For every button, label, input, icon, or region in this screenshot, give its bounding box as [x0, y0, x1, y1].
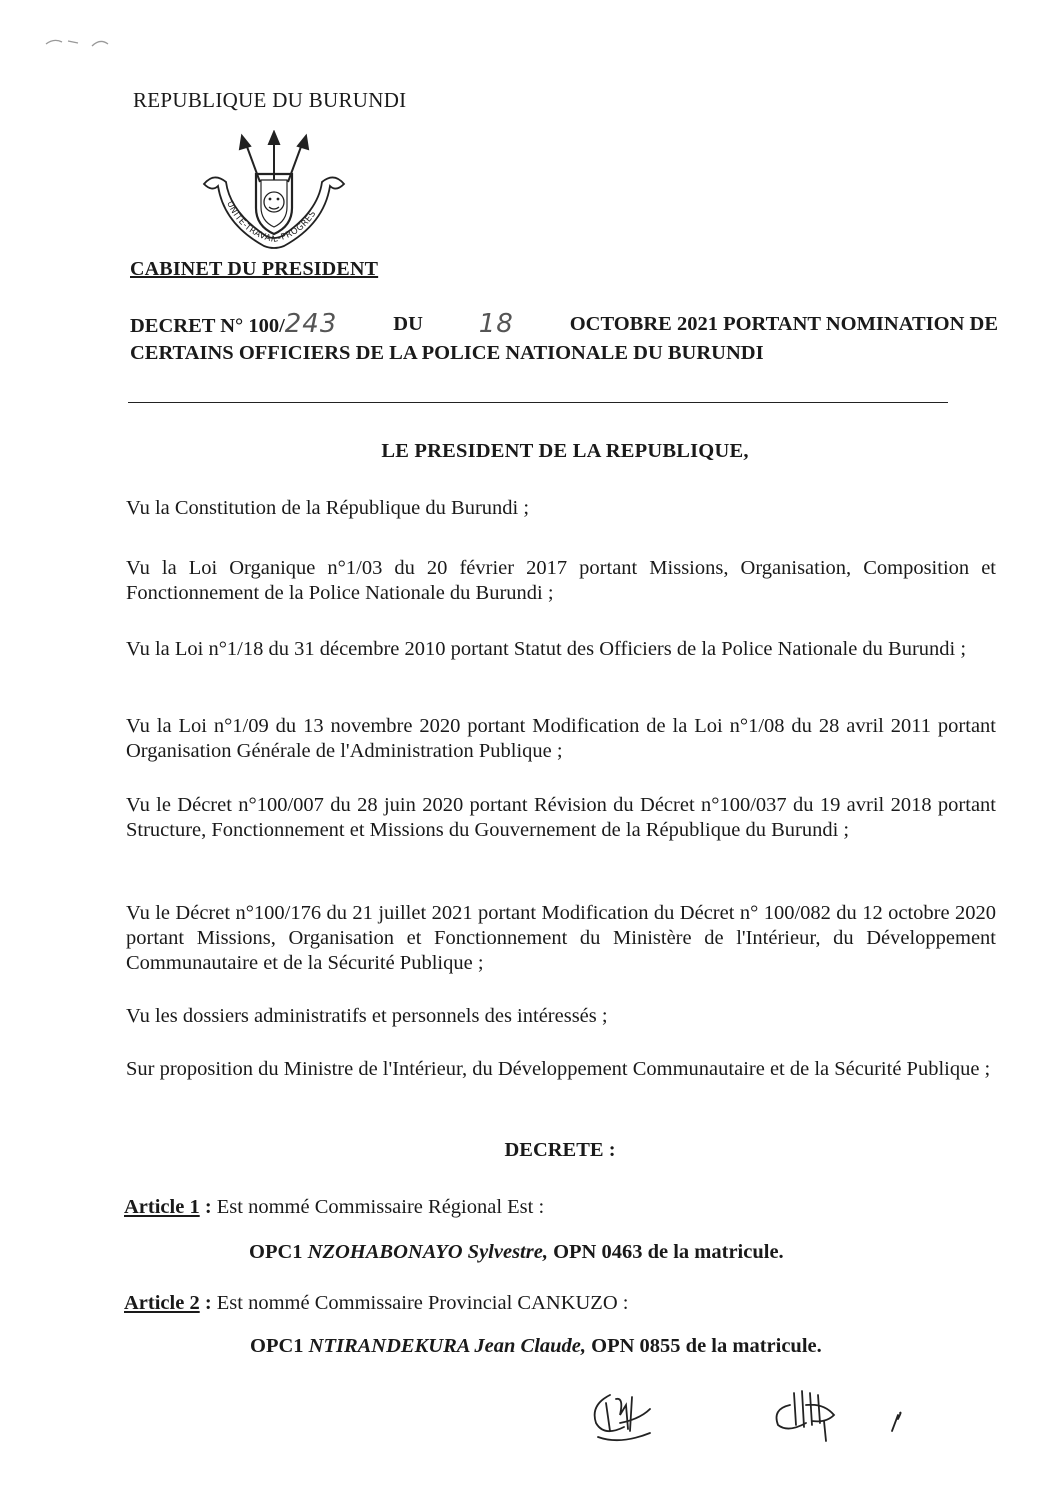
article-1-name: NZOHABONAYO Sylvestre,	[307, 1241, 548, 1263]
title-rest-line1: OCTOBRE 2021 PORTANT NOMINATION DE	[569, 313, 998, 335]
decrete-heading: DECRETE :	[504, 1139, 616, 1161]
article-1-rank: OPC1	[249, 1241, 303, 1263]
article-1: Article 1 : Est nommé Commissaire Régional Est :	[124, 1196, 545, 1218]
consideration-3: Vu la Loi n°1/18 du 31 décembre 2010 portant Statut des Officiers de la Police Nationale du Burundi ;	[126, 638, 967, 660]
decree-title	[130, 311, 998, 367]
motto-text: UNITE-TRAVAIL-PROGRES	[224, 199, 319, 246]
cabinet-heading: CABINET DU PRESIDENT	[130, 258, 379, 280]
handwritten-day: 18	[478, 309, 514, 339]
title-line2: CERTAINS OFFICIERS DE LA POLICE NATIONALE DU BURUNDI	[130, 342, 764, 364]
article-2-name: NTIRANDEKURA Jean Claude,	[308, 1335, 587, 1357]
article-1-text: Est nommé Commissaire Régional Est :	[211, 1196, 545, 1218]
article-2: Article 2 : Est nommé Commissaire Provincial CANKUZO :	[124, 1292, 629, 1314]
handwritten-decree-number: 243	[284, 309, 338, 339]
consideration-5: Vu le Décret n°100/007 du 28 juin 2020 portant Révision du Décret n°100/037 du 19 avril 2018 portant Structure, Fonctionnement et Missions du Gouvernement de la République du Burundi ;	[126, 794, 996, 841]
consideration-7: Vu les dossiers administratifs et personnels des intéressés ;	[126, 1005, 608, 1027]
consideration-2: Vu la Loi Organique n°1/03 du 20 février 2017 portant Missions, Organisation, Composition et Fonctionnement de la Police Nationale du Burundi ;	[126, 557, 996, 604]
article-2-matricule: OPN 0855 de la matricule.	[591, 1335, 822, 1357]
title-du: DU	[393, 313, 423, 335]
article-2-rank: OPC1	[250, 1335, 304, 1357]
article-2-label: Article 2	[124, 1292, 200, 1314]
article-1-appointee	[249, 1241, 784, 1264]
consideration-4: Vu la Loi n°1/09 du 13 novembre 2020 portant Modification de la Loi n°1/08 du 28 avril 2011 portant Organisation Générale de l'Administration Publique ;	[126, 715, 996, 762]
svg-text:UNITE-TRAVAIL-PROGRES	[224, 200, 318, 245]
burundi-coat-of-arms-icon	[196, 130, 352, 258]
title-prefix: DECRET N° 100/	[130, 315, 285, 337]
article-1-label: Article 1	[124, 1196, 200, 1218]
scan-mark-icon	[44, 32, 114, 52]
article-2-text: Est nommé Commissaire Provincial CANKUZO :	[211, 1292, 629, 1314]
title-divider	[128, 402, 948, 403]
president-heading: LE PRESIDENT DE LA REPUBLIQUE,	[381, 440, 749, 462]
article-1-matricule: OPN 0463 de la matricule.	[553, 1241, 784, 1263]
signature-initials-icon	[580, 1375, 940, 1455]
article-2-appointee	[250, 1335, 822, 1358]
republic-heading: REPUBLIQUE DU BURUNDI	[133, 88, 407, 112]
consideration-6: Vu le Décret n°100/176 du 21 juillet 2021 portant Modification du Décret n° 100/082 du 12 octobre 2020 portant Missions, Organisation et Fonctionnement du Ministère de l'Intérieur, du Développement Communautaire et de la Sécurité Publique ;	[126, 902, 996, 974]
consideration-8: Sur proposition du Ministre de l'Intérieur, du Développement Communautaire et de la Sécurité Publique ;	[126, 1058, 991, 1080]
consideration-1: Vu la Constitution de la République du Burundi ;	[126, 497, 530, 519]
